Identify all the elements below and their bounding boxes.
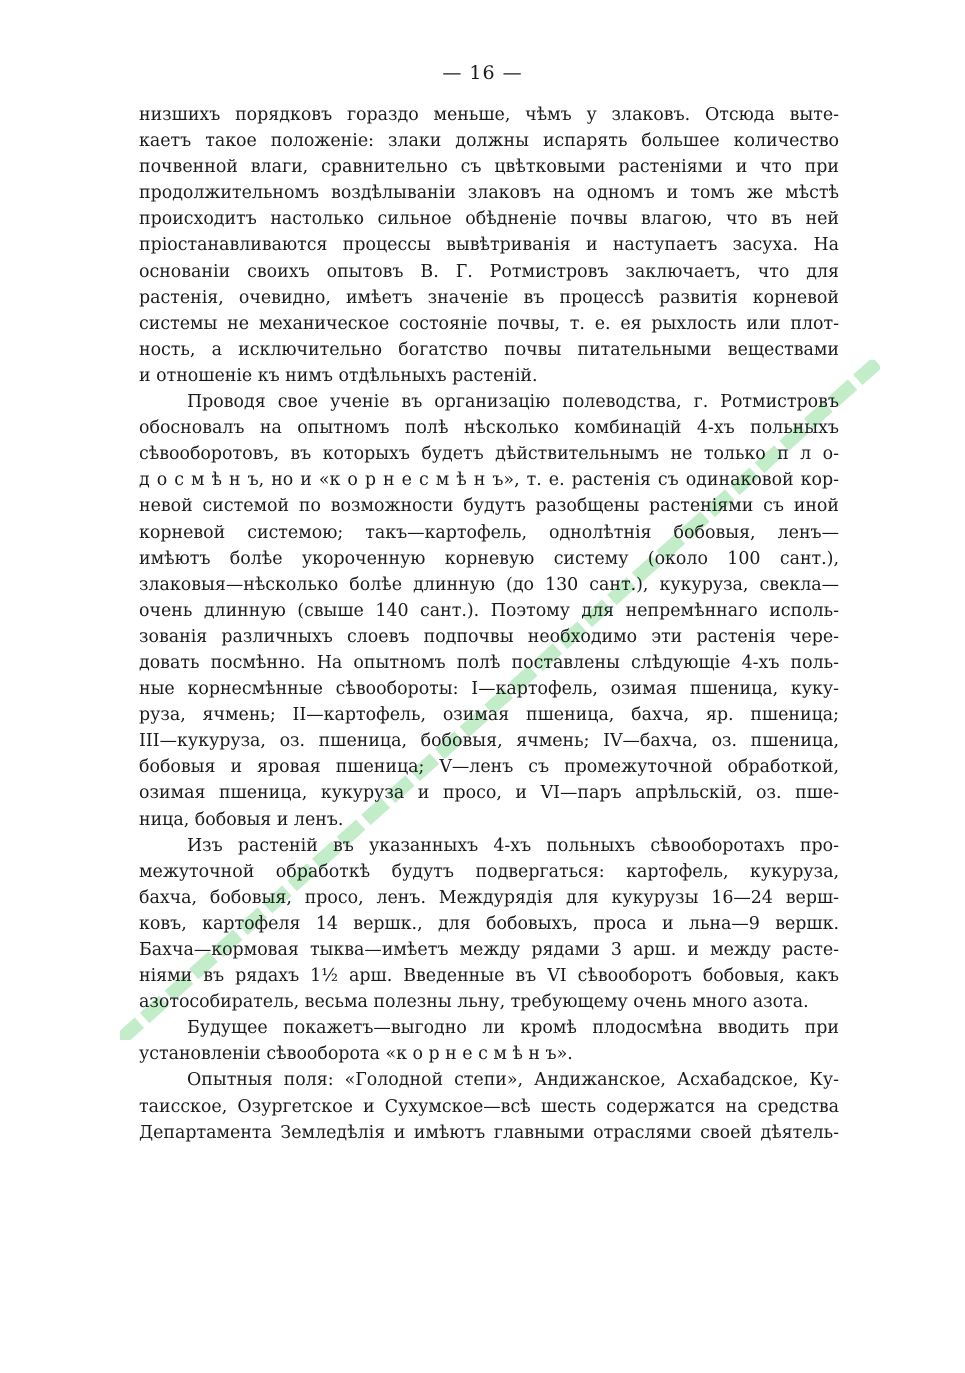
text-line: руза, ячмень; II—картофель, озимая пшеница, бахча, яр. пшеница; bbox=[139, 705, 839, 726]
text-line: продолжительномъ воздѣлываніи злаковъ на одномъ и томъ же мѣстѣ bbox=[139, 183, 839, 204]
text-line: ница, бобовыя и ленъ. bbox=[139, 809, 344, 830]
text-line: межуточной обработкѣ будутъ подвергаться: картофель, кукуруза, bbox=[139, 861, 839, 882]
text-line: основаніи своихъ опытовъ В. Г. Ротмистровъ заключаетъ, что для bbox=[139, 261, 839, 282]
text-line: Опытныя поля: «Голодной степи», Андижанское, Асхабадское, Ку- bbox=[187, 1070, 839, 1091]
body-text bbox=[139, 102, 839, 1146]
text-line: ніями въ рядахъ 1½ арш. Введенные въ VI сѣвооборотъ бобовыя, какъ bbox=[139, 966, 839, 987]
text-line: ность, а исключительно богатство почвы питательными веществами bbox=[139, 339, 839, 360]
page-number: — 16 — bbox=[442, 62, 523, 84]
text-line: бахча, бобовыя, просо, ленъ. Междурядія для кукурузы 16—24 верш- bbox=[139, 887, 839, 908]
text-line: и отношеніе къ нимъ отдѣльныхъ растеній. bbox=[139, 365, 538, 386]
text-line: таисское, Озургетское и Сухумское—всѣ шесть содержатся на средства bbox=[139, 1096, 839, 1117]
text-line: озимая пшеница, кукуруза и просо, и VI—паръ апрѣльскій, оз. пше- bbox=[139, 783, 839, 804]
text-line: невой системой по возможности будутъ разобщены растеніями съ иной bbox=[139, 496, 839, 517]
text-line: Бахча—кормовая тыква—имѣетъ между рядами 3 арш. и между расте- bbox=[139, 940, 839, 960]
paragraph bbox=[139, 833, 839, 1016]
paragraph bbox=[139, 102, 839, 389]
text-line: довать посмѣнно. На опытномъ полѣ поставлены слѣдующіе 4-хъ поль- bbox=[139, 652, 839, 673]
text-line: сѣвооборотовъ, въ которыхъ будетъ дѣйствительнымъ не только п л о- bbox=[139, 444, 839, 465]
text-line: ные корнесмѣнные сѣвообороты: I—картофель, озимая пшеница, куку- bbox=[139, 679, 839, 700]
text-line: Изъ растеній въ указанныхъ 4-хъ польныхъ сѣвооборотахъ про- bbox=[187, 835, 839, 856]
text-line: системы не механическое состояніе почвы, т. е. ея рыхлость или плот- bbox=[139, 313, 839, 334]
text-line: азотособиратель, весьма полезны льну, требующему очень много азота. bbox=[139, 992, 809, 1013]
text-line: зованія различныхъ слоевъ подпочвы необходимо эти растенія чере- bbox=[139, 626, 839, 647]
text-line: III—кукуруза, оз. пшеница, бобовыя, ячмень; IV—бахча, оз. пшеница, bbox=[139, 731, 839, 752]
text-line: корневой системою; такъ—картофель, однолѣтнія бобовыя, ленъ— bbox=[139, 522, 839, 543]
text-line: происходитъ настолько сильное обѣдненіе почвы влагою, что въ ней bbox=[139, 209, 839, 230]
text-line: д о с м ѣ н ъ, но и «к о р н е с м ѣ н ъ», т. е. растенія съ одинаковой кор- bbox=[139, 470, 839, 491]
paragraph bbox=[139, 1015, 839, 1067]
text-line: бобовыя и яровая пшеница; V—ленъ съ промежуточной обработкой, bbox=[139, 757, 839, 778]
text-line: установленіи сѣвооборота «к о р н е с м ѣ н ъ». bbox=[139, 1044, 573, 1065]
text-line: почвенной влаги, сравнительно съ цвѣтковыми растеніями и что при bbox=[139, 157, 839, 178]
text-line: ковъ, картофеля 14 вершк., для бобовыхъ, проса и льна—9 вершк. bbox=[139, 913, 839, 934]
text-line: имѣютъ болѣе укороченную корневую систему (около 100 сант.), bbox=[139, 548, 839, 569]
text-line: злаковыя—нѣсколько болѣе длинную (до 130 сант.), кукуруза, свекла— bbox=[139, 574, 839, 595]
text-line: пріостанавливаются процессы вывѣтриванія и наступаетъ засуха. На bbox=[139, 235, 839, 256]
text-line: Департамента Земледѣлія и имѣютъ главными отраслями своей дѣятель- bbox=[139, 1122, 839, 1143]
text-line: растенія, очевидно, имѣетъ значеніе въ процессѣ развитія корневой bbox=[139, 287, 839, 308]
text-line: Будущее покажетъ—выгодно ли кромѣ плодосмѣна вводить при bbox=[187, 1018, 839, 1039]
text-line: обосновалъ на опытномъ полѣ нѣсколько комбинацій 4-хъ польныхъ bbox=[139, 418, 839, 439]
text-line: Проводя свое ученіе въ организацію полеводства, г. Ротмистровъ bbox=[187, 392, 839, 413]
paragraph bbox=[139, 389, 839, 833]
paragraph bbox=[139, 1067, 839, 1145]
text-line: низшихъ порядковъ гораздо меньше, чѣмъ у злаковъ. Отсюда вытe- bbox=[139, 105, 839, 125]
text-line: каетъ такое положеніе: злаки должны испарять большее количество bbox=[139, 131, 839, 152]
text-line: очень длинную (свыше 140 сант.). Поэтому для непремѣннаго исполь- bbox=[139, 600, 839, 621]
